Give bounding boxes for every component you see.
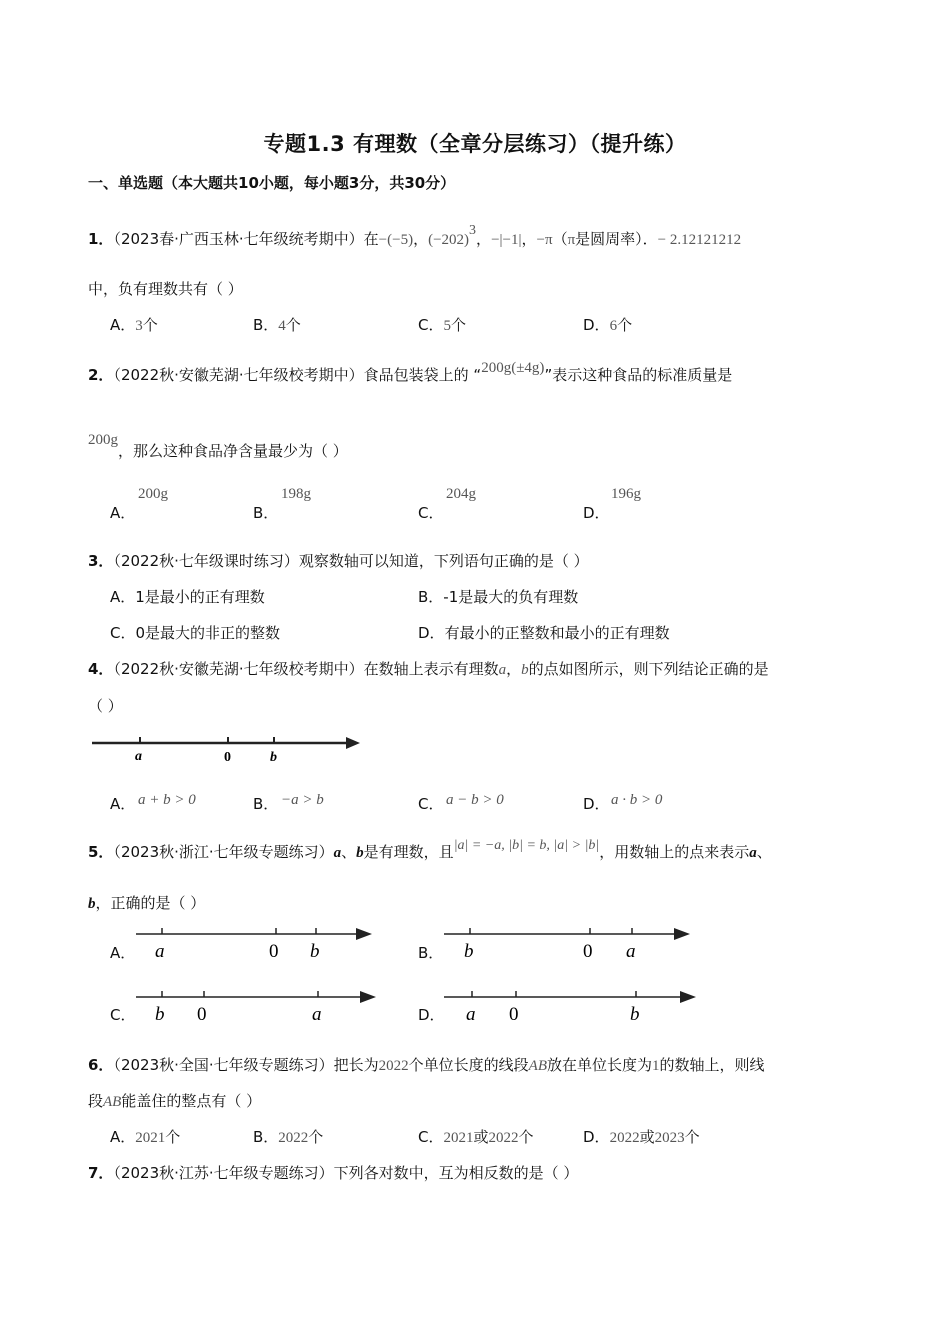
q5a-label-2: 0: [269, 941, 279, 962]
q4-option-c[interactable]: C．: [418, 795, 444, 813]
q2-option-d[interactable]: D．: [583, 504, 610, 522]
q4-option-b[interactable]: B．: [253, 795, 279, 813]
q4-option-c-value: a − b > 0: [446, 792, 504, 808]
q4-number-line: [88, 732, 368, 770]
q4-label-a: a: [135, 749, 142, 764]
q1-option-d[interactable]: D．6个: [583, 316, 633, 334]
q5d-label-3: b: [630, 1004, 640, 1025]
section-heading: 一、单选题（本大题共10小题，每小题3分，共30分）: [88, 174, 456, 192]
q5-option-c[interactable]: C．: [110, 1006, 136, 1024]
q5-option-b-number-line: [438, 924, 698, 964]
q4-label-0: 0: [224, 750, 231, 765]
q2-option-c[interactable]: C．: [418, 504, 444, 522]
q4-option-d-value: a · b > 0: [611, 792, 663, 808]
q1-option-a[interactable]: A．3个: [110, 316, 158, 334]
question-5-line-1: 5．（2023秋·浙江·七年级专题练习）a、b是有理数，且|a| = −a, |b| = b, |a| > |b|，用数轴上的点来表示a、: [88, 838, 772, 861]
q4-label-b: b: [270, 750, 277, 765]
question-2-line-1: 2．（2022秋·安徽芜湖·七年级校考期中）食品包装袋上的 “200g(±4g)”表示这种食品的标准质量是: [88, 360, 733, 384]
q5-option-a[interactable]: A．: [110, 944, 136, 962]
question-6-line-1: 6．（2023秋·全国·七年级专题练习）把长为2022个单位长度的线段AB放在单位长度为1的数轴上，则线: [88, 1056, 765, 1074]
q3-option-c[interactable]: C．0是最大的非正的整数: [110, 624, 281, 642]
q3-option-a[interactable]: A．1是最小的正有理数: [110, 588, 265, 606]
q2-option-c-value: 204g: [446, 486, 476, 502]
question-4-line-1: 4．（2022秋·安徽芜湖·七年级校考期中）在数轴上表示有理数a，b的点如图所示，则下列结论正确的是: [88, 660, 769, 678]
q2-option-b-value: 198g: [281, 486, 311, 502]
question-1-line-1: 1．（2023春·广西玉林·七年级统考期中）在−(−5)，(−202)3，−|−1|，−π（π是圆周率）．− 2.12121212: [88, 223, 742, 248]
q5a-label-3: b: [310, 941, 320, 962]
q3-option-b[interactable]: B．-1是最大的负有理数: [418, 588, 579, 606]
page-title: 专题1.3 有理数（全章分层练习）（提升练）: [263, 132, 687, 156]
q5-option-c-number-line: [130, 987, 380, 1027]
q5c-label-1: b: [155, 1004, 165, 1025]
q5-option-b[interactable]: B．: [418, 944, 444, 962]
q4-axis-arrow: [346, 737, 360, 749]
q2-option-a[interactable]: A．: [110, 504, 136, 522]
question-6-line-2: 段AB能盖住的整点有（ ）: [88, 1092, 262, 1110]
q5c-axis-arrow: [360, 991, 376, 1003]
q6-option-b[interactable]: B．2022个: [253, 1128, 324, 1146]
q4-option-d[interactable]: D．: [583, 795, 610, 813]
q5b-label-1: b: [464, 941, 474, 962]
question-7-line-1: 7．（2023秋·江苏·七年级专题练习）下列各对数中，互为相反数的是（ ）: [88, 1164, 579, 1182]
q5b-axis-arrow: [674, 928, 690, 940]
q4-option-b-value: −a > b: [281, 792, 324, 808]
q6-option-a[interactable]: A．2021个: [110, 1128, 181, 1146]
q5d-axis-arrow: [680, 991, 696, 1003]
q4-option-a[interactable]: A．: [110, 795, 136, 813]
question-4-line-2: （ ）: [88, 697, 123, 715]
q5-option-d-number-line: [438, 987, 703, 1027]
q1-option-c[interactable]: C．5个: [418, 316, 466, 334]
q5b-label-3: a: [626, 941, 636, 962]
q5a-axis-arrow: [356, 928, 372, 940]
question-5-line-2: b，正确的是（ ）: [88, 894, 206, 912]
q2-option-b[interactable]: B．: [253, 504, 279, 522]
question-2-line-2: 200g，那么这种食品净含量最少为（ ）: [88, 432, 348, 460]
q2-option-a-value: 200g: [138, 486, 168, 502]
q5a-label-1: a: [155, 941, 165, 962]
q3-option-d[interactable]: D．有最小的正整数和最小的正有理数: [418, 624, 670, 642]
q5d-label-1: a: [466, 1004, 476, 1025]
q6-option-d[interactable]: D．2022或2023个: [583, 1128, 700, 1146]
q6-option-c[interactable]: C．2021或2022个: [418, 1128, 534, 1146]
q2-option-d-value: 196g: [611, 486, 641, 502]
question-1-line-2: 中，负有理数共有（ ）: [88, 280, 243, 298]
q5-option-a-number-line: [130, 924, 380, 964]
q5c-label-2: 0: [197, 1004, 207, 1025]
question-3-line-1: 3．（2022秋·七年级课时练习）观察数轴可以知道，下列语句正确的是（ ）: [88, 552, 589, 570]
q5d-label-2: 0: [509, 1004, 519, 1025]
q1-option-b[interactable]: B．4个: [253, 316, 301, 334]
q4-option-a-value: a + b > 0: [138, 792, 196, 808]
q5-option-d[interactable]: D．: [418, 1006, 445, 1024]
q5b-label-2: 0: [583, 941, 593, 962]
q5c-label-3: a: [312, 1004, 322, 1025]
